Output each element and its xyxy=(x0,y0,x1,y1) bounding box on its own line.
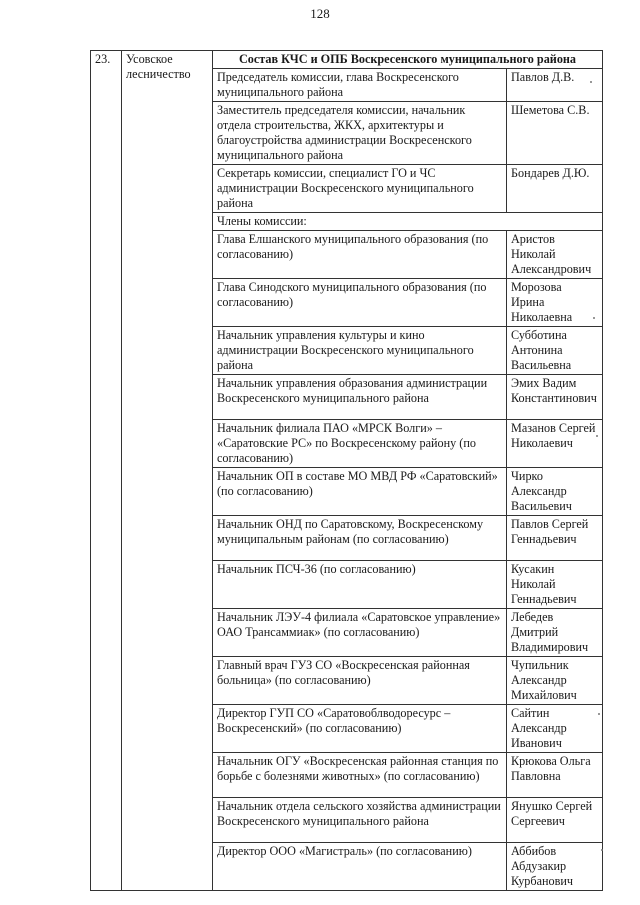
member-position: Секретарь комиссии, специалист ГО и ЧС администрации Воскресенского муниципального района xyxy=(213,165,507,213)
member-position: Начальник ОГУ «Воскресенская районная станция по борьбе с болезнями животных» (по согласованию) xyxy=(213,753,507,798)
member-name: Павлов Сергей Геннадьевич xyxy=(507,516,603,561)
member-position: Глава Синодского муниципального образования (по согласованию) xyxy=(213,279,507,327)
members-label: Члены комиссии: xyxy=(213,213,603,231)
member-name: Шеметова С.В. xyxy=(507,102,603,165)
header-row xyxy=(91,51,603,69)
member-position: Начальник ОНД по Саратовскому, Воскресенскому муниципальным районам (по согласованию) xyxy=(213,516,507,561)
member-position: Начальник ЛЭУ-4 филиала «Саратовское управление» ОАО Трансаммиак» (по согласованию) xyxy=(213,609,507,657)
member-name: Кусакин Николай Геннадьевич xyxy=(507,561,603,609)
member-position: Заместитель председателя комиссии, начальник отдела строительства, ЖКХ, архитектуры и благоустройства администрации Воскресенского муниципального района xyxy=(213,102,507,165)
scan-mark xyxy=(598,713,600,715)
member-position: Директор ГУП СО «Саратовоблводоресурс – Воскресенский» (по согласованию) xyxy=(213,705,507,753)
member-name: Субботина Антонина Васильевна xyxy=(507,327,603,375)
member-name: Аристов Николай Александрович xyxy=(507,231,603,279)
member-position: Начальник филиала ПАО «МРСК Волги» – «Саратовские РС» по Воскресенскому району (по согласованию) xyxy=(213,420,507,468)
member-name: Янушко Сергей Сергеевич xyxy=(507,798,603,843)
scan-mark xyxy=(601,849,603,851)
member-name: Чирко Александр Васильевич xyxy=(507,468,603,516)
member-name: Лебедев Дмитрий Владимирович xyxy=(507,609,603,657)
row-number: 23. xyxy=(91,51,122,891)
scan-mark xyxy=(596,435,598,437)
member-position: Глава Елшанского муниципального образования (по согласованию) xyxy=(213,231,507,279)
member-position: Директор ООО «Магистраль» (по согласованию) xyxy=(213,843,507,891)
member-position: Председатель комиссии, глава Воскресенского муниципального района xyxy=(213,69,507,102)
member-name: Морозова Ирина Николаевна xyxy=(507,279,603,327)
member-position: Начальник ПСЧ-36 (по согласованию) xyxy=(213,561,507,609)
scan-mark xyxy=(590,81,592,83)
scan-mark xyxy=(593,317,595,319)
member-name: Эмих Вадим Константинович xyxy=(507,375,603,420)
organization-name: Усовское лесничество xyxy=(122,51,213,891)
member-name: Аббибов Абдузакир Курбанович xyxy=(507,843,603,891)
member-name: Бондарев Д.Ю. xyxy=(507,165,603,213)
member-name: Сайтин Александр Иванович xyxy=(507,705,603,753)
member-position: Начальник управления культуры и кино администрации Воскресенского муниципального района xyxy=(213,327,507,375)
member-position: Начальник управления образования администрации Воскресенского муниципального района xyxy=(213,375,507,420)
member-name: Павлов Д.В. xyxy=(507,69,603,102)
commission-table xyxy=(90,50,603,891)
page-number: 128 xyxy=(310,6,330,21)
member-position: Главный врач ГУЗ СО «Воскресенская районная больница» (по согласованию) xyxy=(213,657,507,705)
member-name: Чупильник Александр Михайлович xyxy=(507,657,603,705)
table-header: Состав КЧС и ОПБ Воскресенского муниципального района xyxy=(213,51,603,69)
member-name: Мазанов Сергей Николаевич xyxy=(507,420,603,468)
member-position: Начальник отдела сельского хозяйства администрации Воскресенского муниципального района xyxy=(213,798,507,843)
member-name: Крюкова Ольга Павловна xyxy=(507,753,603,798)
member-position: Начальник ОП в составе МО МВД РФ «Саратовский» (по согласованию) xyxy=(213,468,507,516)
